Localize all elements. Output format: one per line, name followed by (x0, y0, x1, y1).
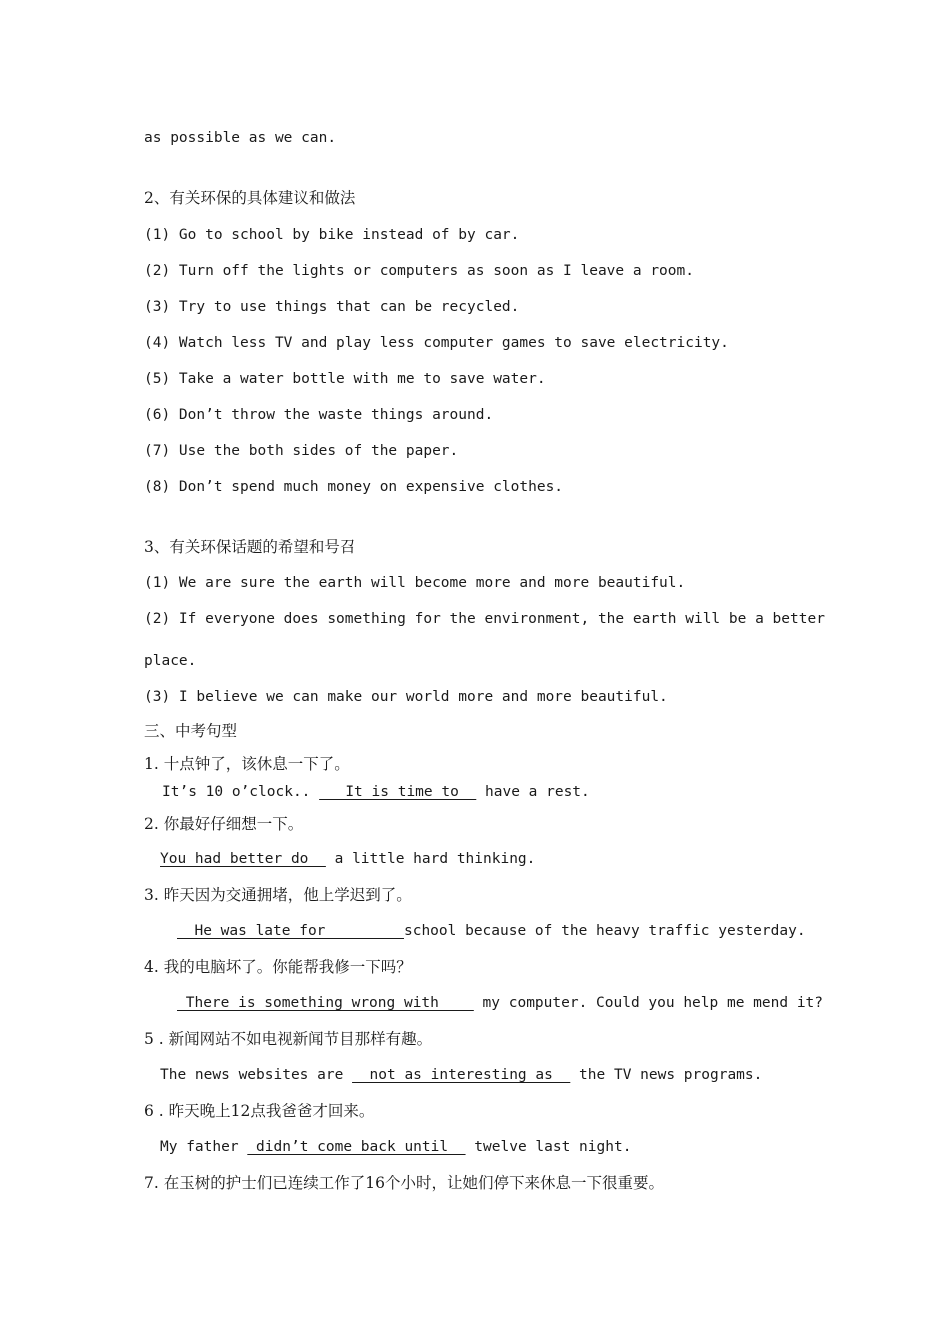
section3-heading: 3、有关环保话题的希望和号召 (144, 538, 356, 556)
sentence-post: my computer. Could you help me mend it? (473, 995, 824, 1011)
question-3-cn: 3. 昨天因为交通拥堵，他上学迟到了。 (144, 886, 412, 904)
list-item: (6) Don’t throw the waste things around. (144, 407, 494, 423)
question-4-cn: 4. 我的电脑坏了。你能帮我修一下吗？ (144, 958, 412, 976)
intro-tail: as possible as we can. (144, 130, 337, 146)
question-6-en (160, 1137, 631, 1157)
sentence-post: school because of the heavy traffic yesterday. (403, 923, 806, 939)
question-5-cn: 5 . 新闻网站不如电视新闻节目那样有趣。 (144, 1030, 433, 1048)
answer-blank: not as interesting as (352, 1067, 571, 1083)
sentence-pre: My father (160, 1139, 248, 1155)
answer-blank: There is something wrong with (177, 995, 474, 1011)
section2-heading: 2、有关环保的具体建议和做法 (144, 189, 356, 207)
list-item: (2) If everyone does something for the environment, the earth will be a better (144, 611, 825, 627)
answer-blank: He was late for (177, 923, 404, 939)
sentence-post: have a rest. (476, 784, 590, 800)
question-5-en (160, 1065, 762, 1085)
answer-blank: You had better do (160, 851, 326, 867)
question-3-en (177, 921, 806, 941)
list-item: (7) Use the both sides of the paper. (144, 443, 459, 459)
answer-blank: It is time to (319, 784, 477, 800)
answer-blank: didn’t come back until (247, 1139, 466, 1155)
question-1-cn: 1. 十点钟了，该休息一下了。 (144, 755, 350, 773)
list-item: (1) We are sure the earth will become more and more beautiful. (144, 575, 686, 591)
question-2-cn: 2. 你最好仔细想一下。 (144, 815, 304, 833)
list-item: (8) Don’t spend much money on expensive clothes. (144, 479, 564, 495)
list-item: (3) I believe we can make our world more and more beautiful. (144, 689, 668, 705)
list-item: (5) Take a water bottle with me to save water. (144, 371, 546, 387)
list-item: (2) Turn off the lights or computers as soon as I leave a room. (144, 263, 694, 279)
sentence-post: a little hard thinking. (325, 851, 536, 867)
sentence-post: the TV news programs. (570, 1067, 763, 1083)
question-1-en (162, 782, 590, 802)
list-item: place. (144, 653, 197, 669)
part3-heading: 三、中考句型 (144, 722, 238, 740)
question-2-en (160, 849, 535, 869)
question-4-en (177, 993, 823, 1013)
sentence-pre: It’s 10 o’clock.. (162, 784, 320, 800)
sentence-post: twelve last night. (465, 1139, 632, 1155)
list-item: (1) Go to school by bike instead of by car. (144, 227, 520, 243)
question-7-cn: 7. 在玉树的护士们已连续工作了16个小时，让她们停下来休息一下很重要。 (144, 1174, 664, 1192)
list-item: (3) Try to use things that can be recycled. (144, 299, 520, 315)
question-6-cn: 6 . 昨天晚上12点我爸爸才回来。 (144, 1102, 375, 1120)
list-item: (4) Watch less TV and play less computer games to save electricity. (144, 335, 729, 351)
sentence-pre: The news websites are (160, 1067, 353, 1083)
